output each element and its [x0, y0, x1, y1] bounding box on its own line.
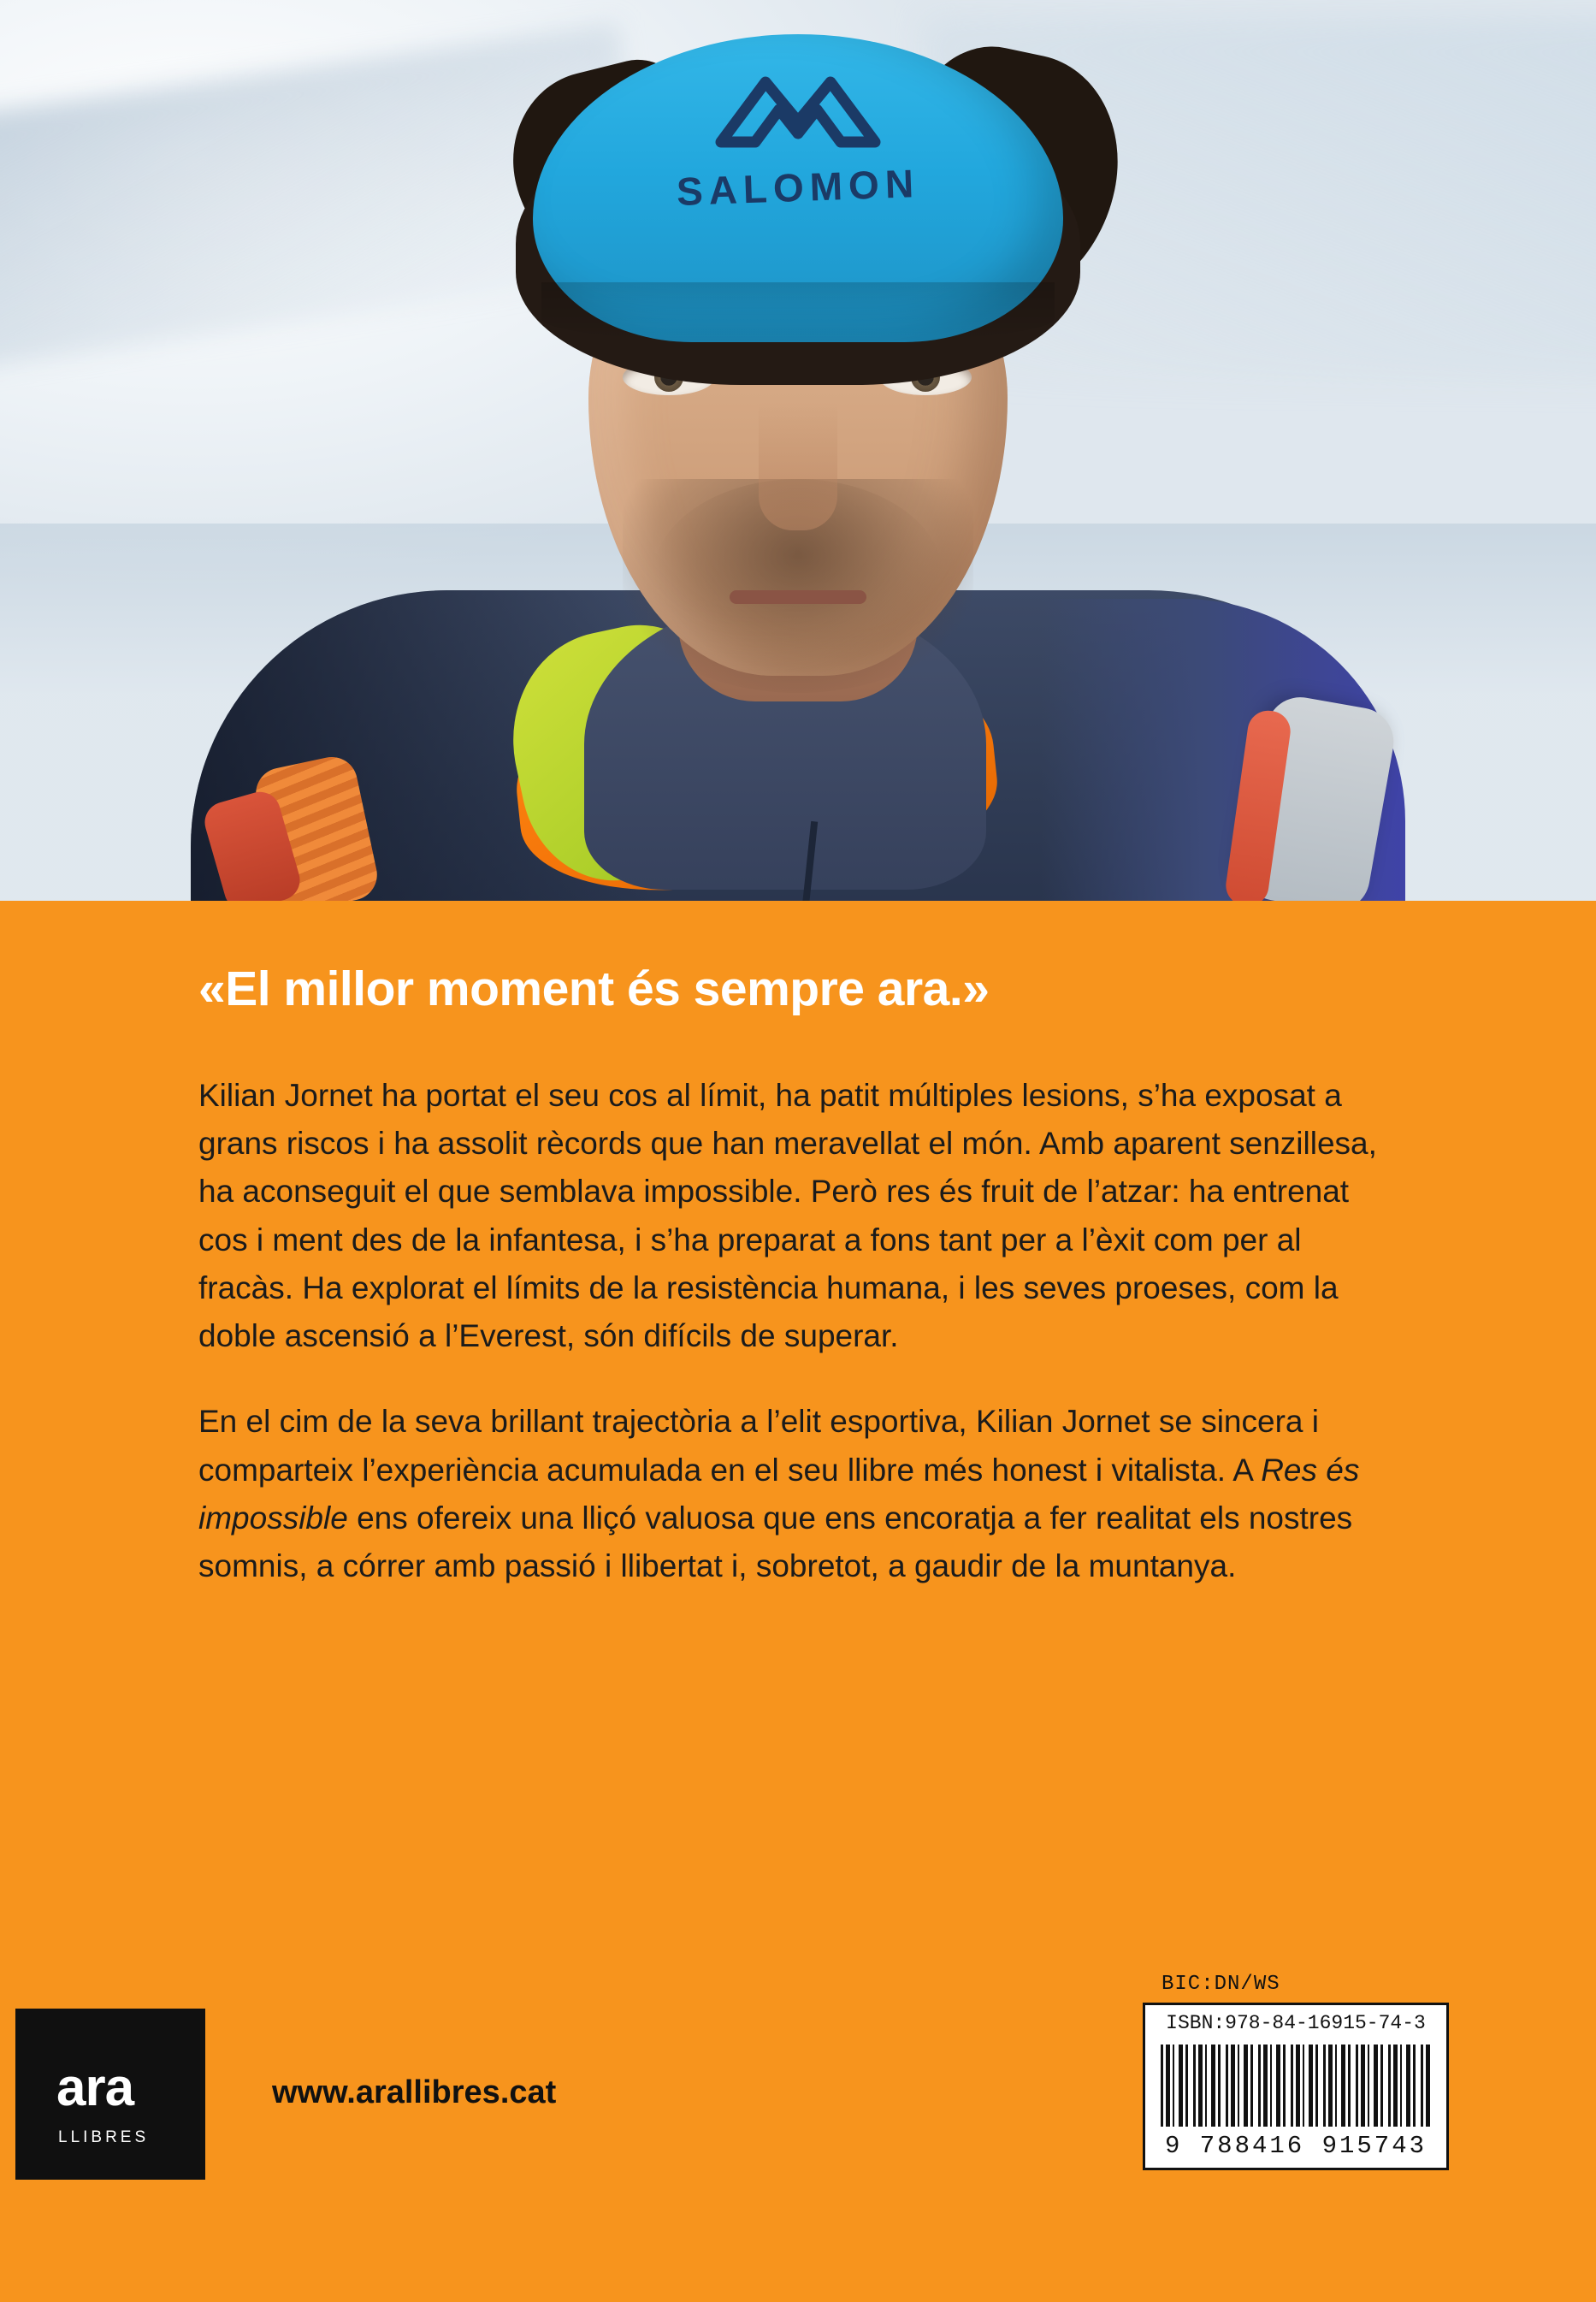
blurb-paragraph-1: Kilian Jornet ha portat el seu cos al límit, ha patit múltiples lesions, s’ha exposat a grans riscos i ha assolit rècords que han meravellat el món. Amb aparent senzillesa, ha aconseguit el que semblava impossible. Però res és fruit de l’atzar: ha entrenat cos i ment des de la infantesa, i s’ha preparat a fons tant per a l’èxit com per al fracàs. Ha explorat el límits de la resistència humana, i les seves proeses, com la doble ascensió a l’Everest, són difícils de superar. [198, 1078, 1377, 1354]
bic-code: BIC:DN/WS [1162, 1973, 1280, 1996]
cover-headline: «El millor moment és sempre ara.» [198, 962, 990, 1016]
publisher-name: ara [56, 2058, 134, 2117]
blurb-text [198, 1072, 1404, 1590]
portrait-subject [0, 0, 1596, 902]
website-url[interactable]: www.arallibres.cat [272, 2074, 557, 2110]
blurb-paragraph-2 [198, 1398, 1404, 1590]
headband-brand-text: SALOMON [676, 161, 920, 214]
barcode-bars [1161, 2045, 1431, 2127]
nose [759, 402, 837, 530]
blurb-p2-tail: ens ofereix una lliçó valuosa que ens encoratja a fer realitat els nostres somnis, a córrer amb passió i llibertat i, sobretot, a gaudir de la muntanya. [198, 1500, 1353, 1584]
isbn-label: ISBN:978-84-16915-74-3 [1166, 2012, 1426, 2034]
salomon-logo-icon [712, 68, 884, 163]
barcode [1143, 2003, 1449, 2170]
mouth [730, 590, 866, 604]
blurb-panel [0, 901, 1596, 2302]
blurb-p2-lead: En el cim de la seva brillant trajectòria a l’elit esportiva, Kilian Jornet se sincera i comparteix l’experiència acumulada en el seu llibre més honest i vitalista. A [198, 1404, 1319, 1488]
publisher-subtitle: LLIBRES [58, 2128, 150, 2146]
book-title-italic: Res és impossible [198, 1452, 1360, 1536]
barcode-digits: 9 788416 915743 [1164, 2132, 1428, 2160]
cover-photo [0, 0, 1596, 902]
publisher-logo [15, 2009, 205, 2180]
headband-shadow [541, 282, 1055, 342]
